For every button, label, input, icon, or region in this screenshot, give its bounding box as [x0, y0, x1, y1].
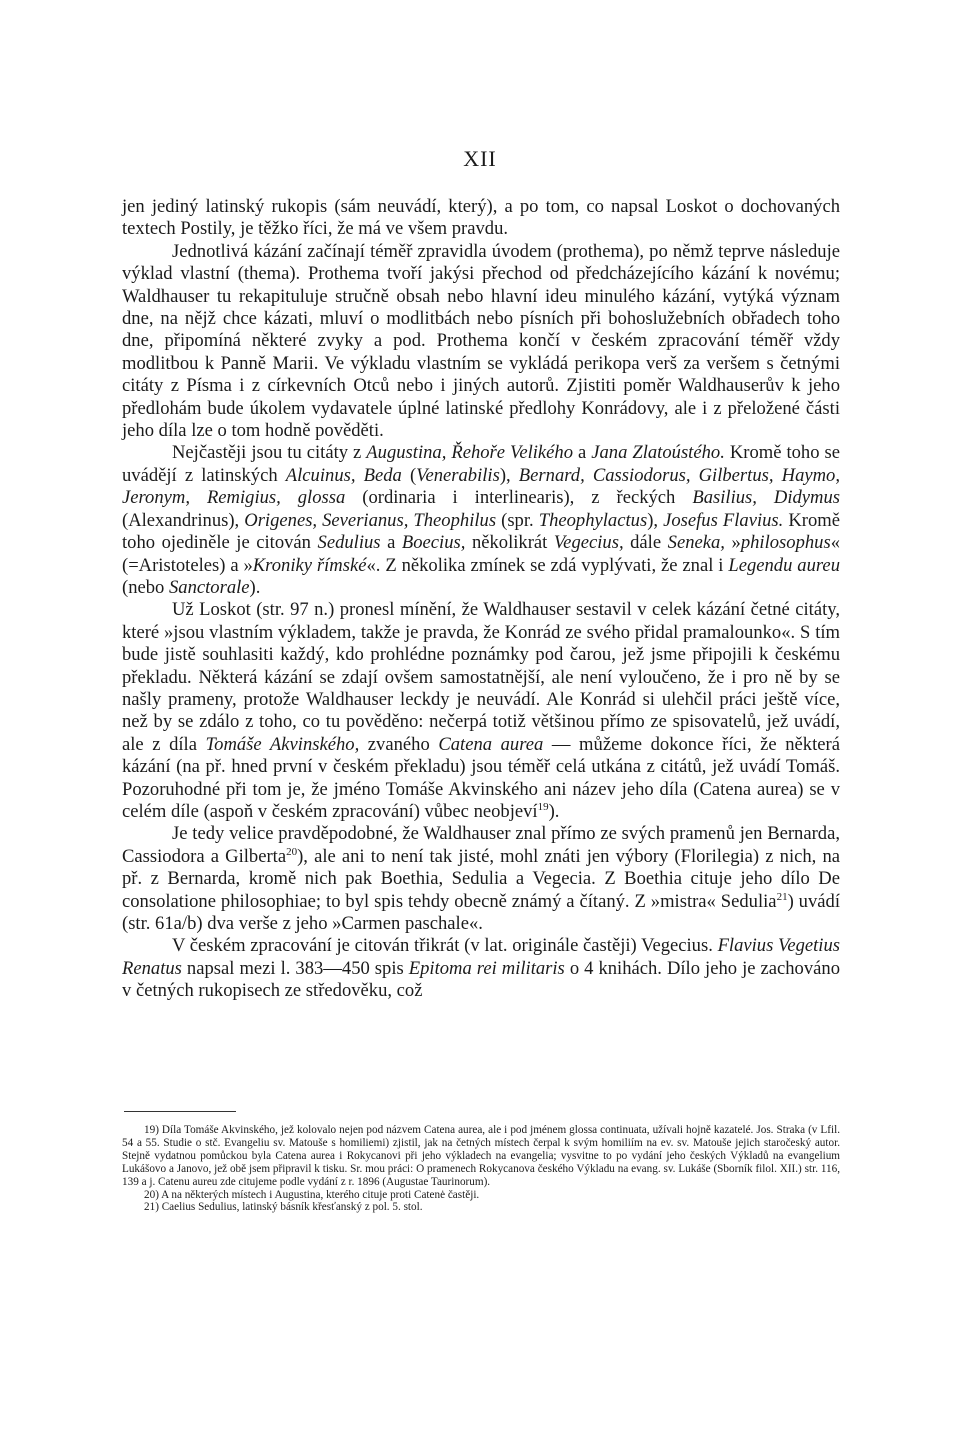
- italic-text: Flavius Vegetius Renatus: [122, 935, 840, 979]
- text-run: ),: [647, 509, 664, 531]
- body-paragraph: [122, 241, 840, 443]
- text-run: (nebo: [122, 576, 169, 598]
- italic-text: Basilius, Didymus: [692, 487, 840, 509]
- text-run: (Alexandrinus),: [122, 509, 245, 531]
- italic-text: Epitoma rei militaris: [408, 957, 565, 979]
- text-run: (ordinaria i interlinearis), z řeckých: [345, 487, 693, 509]
- italic-text: Bernard, Cassiodorus, Gilbertus, Haymo, Jeronym, Remigius, glossa: [122, 464, 840, 509]
- text-run: jen jediný latinský rukopis (sám neuvádí, který), a po tom, co napsal Loskot o dochovaných textech Postily, je těžko říci, že má ve všem pravdu.: [122, 196, 840, 240]
- footnote: 21) Caelius Sedulius, latinský básník křesťanský z pol. 5. stol.: [144, 1201, 423, 1214]
- body-paragraph: [122, 935, 840, 1002]
- text-run: několikrát: [465, 532, 554, 554]
- text-run: a: [380, 532, 402, 554]
- italic-text: Catena aurea: [438, 733, 544, 755]
- text-run: dále: [623, 532, 668, 554]
- text-run: (spr.: [496, 509, 539, 531]
- text-run: Jednotlivá kázání začínají téměř zpravidla úvodem (prothema), po němž teprve následuje výklad vlastní (thema). Prothema tvoří jakýsi přechod od předcházejícího kázání k novému; Waldhauser tu rekapituluje stručně obsah nebo hlavní ideu minulého kázání, vytýká význam dne, na nějž chce kázati, mluví o modlitbách nebo písních při bohoslužebních obřadech toho dne, připomíná některé zvyky a pod. Prothema končí v českém zpracování téměř vždy modlitbou k Panně Marii. Ve výkladu vlastním se vykládá perikopa verš za veršem s četnými citáty z Písma i z církevních Otců nebo i jiných autorů. Zjistiti poměr Waldhauserův k jeho předlohám bude úkolem vydavatele úplné latinské předlohy Konrádovy, ale i z přeložené části jeho díla lze o tom hodně pověděti.: [122, 240, 840, 442]
- text-run: V českém zpracování je citován třikrát (v lat. originále častěji) Vegecius.: [172, 935, 718, 957]
- text-run: — můžeme dokonce říci, že některá kázání (na př. hned první v českém překladu) jsou téměř celá utkána z citátů, jež uvádí Tomáš. Pozoruhodné při tom je, že jméno Tomáše Akvinského ani název jeho díla (Catena aurea) se v celém díle (aspoň v českém zpracování) vůbec neobjeví: [122, 733, 840, 822]
- footnote-ref: 19: [537, 800, 549, 813]
- italic-text: Tomáše Akvinského,: [205, 733, 360, 755]
- text-run: Kromě toho se uvádějí z latinských: [122, 442, 840, 486]
- text-run: ), ale ani to není tak jisté, mohl znáti jen výbory (Florilegia) z nich, na př. z Bernarda, kromě nich pak Boethia, Sedulia a Vegecia. Z Boethia cituje jeho dílo De consolatione philosophiae; to byl spis tehdy obecně známý a čítaný. Z »mistra« Sedulia: [122, 845, 840, 912]
- italic-text: Jana Zlatoústého.: [591, 442, 725, 464]
- italic-text: Venerabilis: [416, 464, 500, 486]
- footnotes: [122, 1124, 840, 1214]
- text-run: Nejčastěji jsou tu citáty z: [172, 442, 367, 464]
- italic-text: Sanctorale: [168, 576, 250, 598]
- italic-text: Boecius,: [401, 532, 466, 554]
- italic-text: Theophylactus: [538, 509, 648, 531]
- text-run: ).: [548, 800, 560, 822]
- text-run: ) uvádí (str. 61a/b) dva verše z jeho »Carmen paschale«.: [122, 890, 840, 934]
- footnote-ref: 20: [286, 845, 298, 858]
- body-paragraph: [122, 823, 840, 935]
- text-run: zvaného: [359, 733, 439, 755]
- italic-text: Seneka,: [667, 532, 725, 554]
- italic-text: Origenes, Severianus, Theophilus: [244, 509, 497, 531]
- text-run: o 4 knihách. Dílo jeho je zachováno v četných rukopisech ze středověku, což: [122, 957, 840, 1002]
- text-run: « (=Aristoteles) a »: [122, 532, 840, 576]
- body-paragraph: [122, 599, 840, 823]
- text-run: »: [724, 532, 741, 554]
- italic-text: Vegecius,: [553, 532, 624, 554]
- body-text: [122, 196, 840, 1003]
- text-run: ).: [249, 576, 261, 598]
- footnote-ref: 21: [776, 890, 788, 903]
- italic-text: Alcuinus, Beda: [285, 464, 402, 486]
- text-run: Je tedy velice pravděpodobné, že Waldhauser znal přímo ze svých pramenů jen Bernarda, Cassiodora a Gilberta: [122, 823, 840, 867]
- body-paragraph: [122, 442, 840, 599]
- text-run: a: [573, 442, 592, 464]
- text-run: Už Loskot (str. 97 n.) pronesl mínění, že Waldhauser sestavil v celek kázání četné citáty, které »jsou vlastním výkladem, takže je pravda, že Konrád ze svého přidal pramalounko«. S tím bude jistě souhlasiti každý, kdo prohlédne poznámky pod čarou, jež jsme připojili k českému překladu. Některá kázání se zdají ovšem samostatnější, ale není vyloučeno, že i pro ně by se našly prameny, protože Waldhauser leckdy je neuvádí. Ale Konrád si ulehčil práci ještě více, než by se zdálo z toho, co tu pověděno: nečerpá totiž většinou přímo ze spisovatelů, jež uvádí, ale z díla: [122, 599, 840, 755]
- page-number: XII: [463, 146, 497, 171]
- footnote: 20) A na některých místech i Augustina, kterého cituje proti Catenė častěji.: [144, 1188, 480, 1201]
- body-paragraph: [122, 196, 840, 241]
- italic-text: philosophus: [740, 532, 831, 554]
- text-run: (: [401, 464, 417, 486]
- text-run: napsal mezi l. 383—450 spis: [181, 957, 409, 979]
- italic-text: Legendu aureu: [728, 554, 840, 576]
- footnote-separator: [124, 1111, 236, 1112]
- italic-text: Kroniky římské: [252, 554, 367, 576]
- text-run: ),: [499, 464, 519, 486]
- italic-text: Sedulius: [317, 532, 381, 554]
- italic-text: Josefus Flavius.: [663, 509, 784, 531]
- italic-text: Augustina, Řehoře Velikého: [366, 442, 574, 464]
- text-run: «. Z několika zmínek se zdá vyplývati, že znal i: [366, 554, 729, 576]
- footnote: 19) Díla Tomáše Akvinského, jež kolovalo nejen pod názvem Catena aurea, ale i pod jménem glossa continuata, užívali hojně kazatelé. Jos. Straka (v Lfil. 54 a 55. Studie o stč. Evangeliu sv. Matouše s homiliemi) zjistil, jak na četných místech čerpal k svým homiliím na ev. sv. Matouše jejich staročeský autor. Stejně vydatnou pomůckou byla Catena aurea i Rokycanovi při jeho výkladech na evangelia; vysvitne to po vydání jeho českých Výkladů na evangelium Lukášovo a Janovo, jež obě jsem připravil k tisku. Sr. mou práci: O pramenech Rokycanova českého Výkladu na evang. sv. Lukáše (Sborník filol. XII.) str. 116, 139 a j. Catenu aureu zde citujeme podle vydání z r. 1896 (Augustae Taurinorum).: [122, 1124, 840, 1188]
- text-run: Kromě toho ojediněle je citován: [122, 509, 840, 554]
